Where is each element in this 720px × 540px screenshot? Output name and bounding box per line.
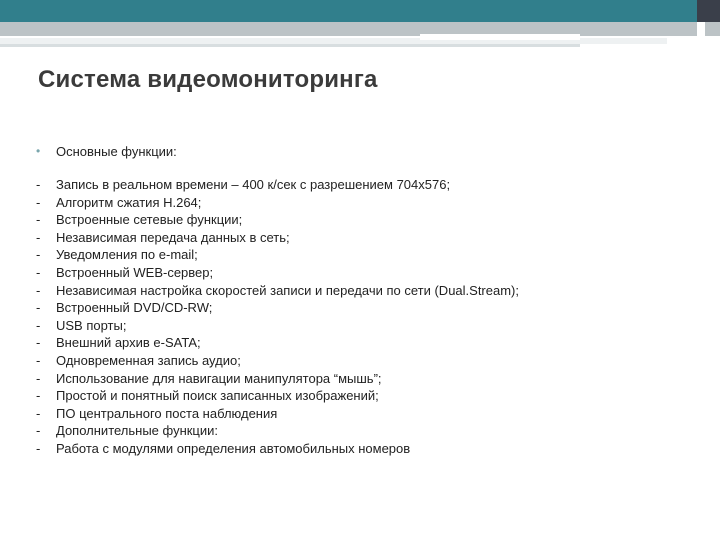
dash-marker: - — [36, 229, 41, 245]
dash-marker: - — [36, 335, 41, 351]
bullet-dot-icon: • — [36, 144, 41, 158]
list-item-text: Работа с модулями определения автомобильных номеров — [56, 440, 411, 456]
dash-marker: - — [36, 370, 41, 386]
list-item-text: USB порты; — [56, 317, 127, 333]
dash-marker: - — [36, 317, 41, 333]
list-item-text: Одновременная запись аудио; — [56, 352, 241, 368]
list-item-text: Уведомления по e-mail; — [56, 247, 198, 263]
slide-title: Система видеомониторинга — [38, 66, 378, 93]
list-item-text: Дополнительные функции: — [56, 423, 219, 439]
list-item — [36, 334, 686, 352]
dash-marker: - — [36, 300, 41, 316]
header-stripe-line — [0, 44, 580, 47]
dash-marker: - — [36, 388, 41, 404]
list-item — [36, 211, 686, 229]
header-bar-teal — [0, 0, 697, 22]
list-item-text: Встроенный WEB-сервер; — [56, 264, 214, 280]
slide-content — [36, 142, 686, 458]
header-stripe-white — [420, 34, 580, 40]
list-item — [36, 176, 686, 194]
list-item-text: Алгоритм сжатия Н.264; — [56, 194, 202, 210]
main-bullet-text: Основные функции: — [56, 143, 177, 159]
list-item — [36, 246, 686, 264]
dash-marker: - — [36, 212, 41, 228]
list-item-text: Независимая передача данных в сеть; — [56, 229, 290, 245]
list-item-text: Использование для навигации манипулятора “мышь”; — [56, 370, 382, 386]
list-item — [36, 440, 686, 458]
list-item — [36, 229, 686, 247]
dash-marker: - — [36, 282, 41, 298]
dash-marker: - — [36, 440, 41, 456]
dash-marker: - — [36, 247, 41, 263]
list-item — [36, 405, 686, 423]
list-item-text: Встроенные сетевые функции; — [56, 212, 243, 228]
list-item-text: Независимая настройка скоростей записи и передачи по сети (Dual.Stream); — [56, 282, 519, 298]
list-item — [36, 299, 686, 317]
list-item-text: Запись в реальном времени – 400 к/сек с разрешением 704х576; — [56, 177, 451, 192]
list-item — [36, 282, 686, 300]
list-item — [36, 317, 686, 335]
list-item — [36, 352, 686, 370]
dash-marker: - — [36, 177, 41, 192]
dash-marker: - — [36, 352, 41, 368]
list-item — [36, 387, 686, 405]
list-item-text: Простой и понятный поиск записанных изображений; — [56, 388, 379, 404]
list-item-text: Внешний архив e-SATA; — [56, 335, 201, 351]
list-item — [36, 194, 686, 212]
list-item-text: Встроенный DVD/CD-RW; — [56, 300, 213, 316]
header-bar-dark — [697, 0, 720, 22]
list-item-text: ПО центрального поста наблюдения — [56, 405, 278, 421]
main-bullet-item — [36, 142, 686, 160]
dash-marker: - — [36, 423, 41, 439]
list-item — [36, 370, 686, 388]
feature-list — [36, 176, 686, 458]
list-item — [36, 422, 686, 440]
dash-marker: - — [36, 194, 41, 210]
list-item — [36, 264, 686, 282]
header-bar-gray-right — [705, 22, 720, 36]
header-bar-gray — [0, 22, 697, 36]
dash-marker: - — [36, 264, 41, 280]
dash-marker: - — [36, 405, 41, 421]
